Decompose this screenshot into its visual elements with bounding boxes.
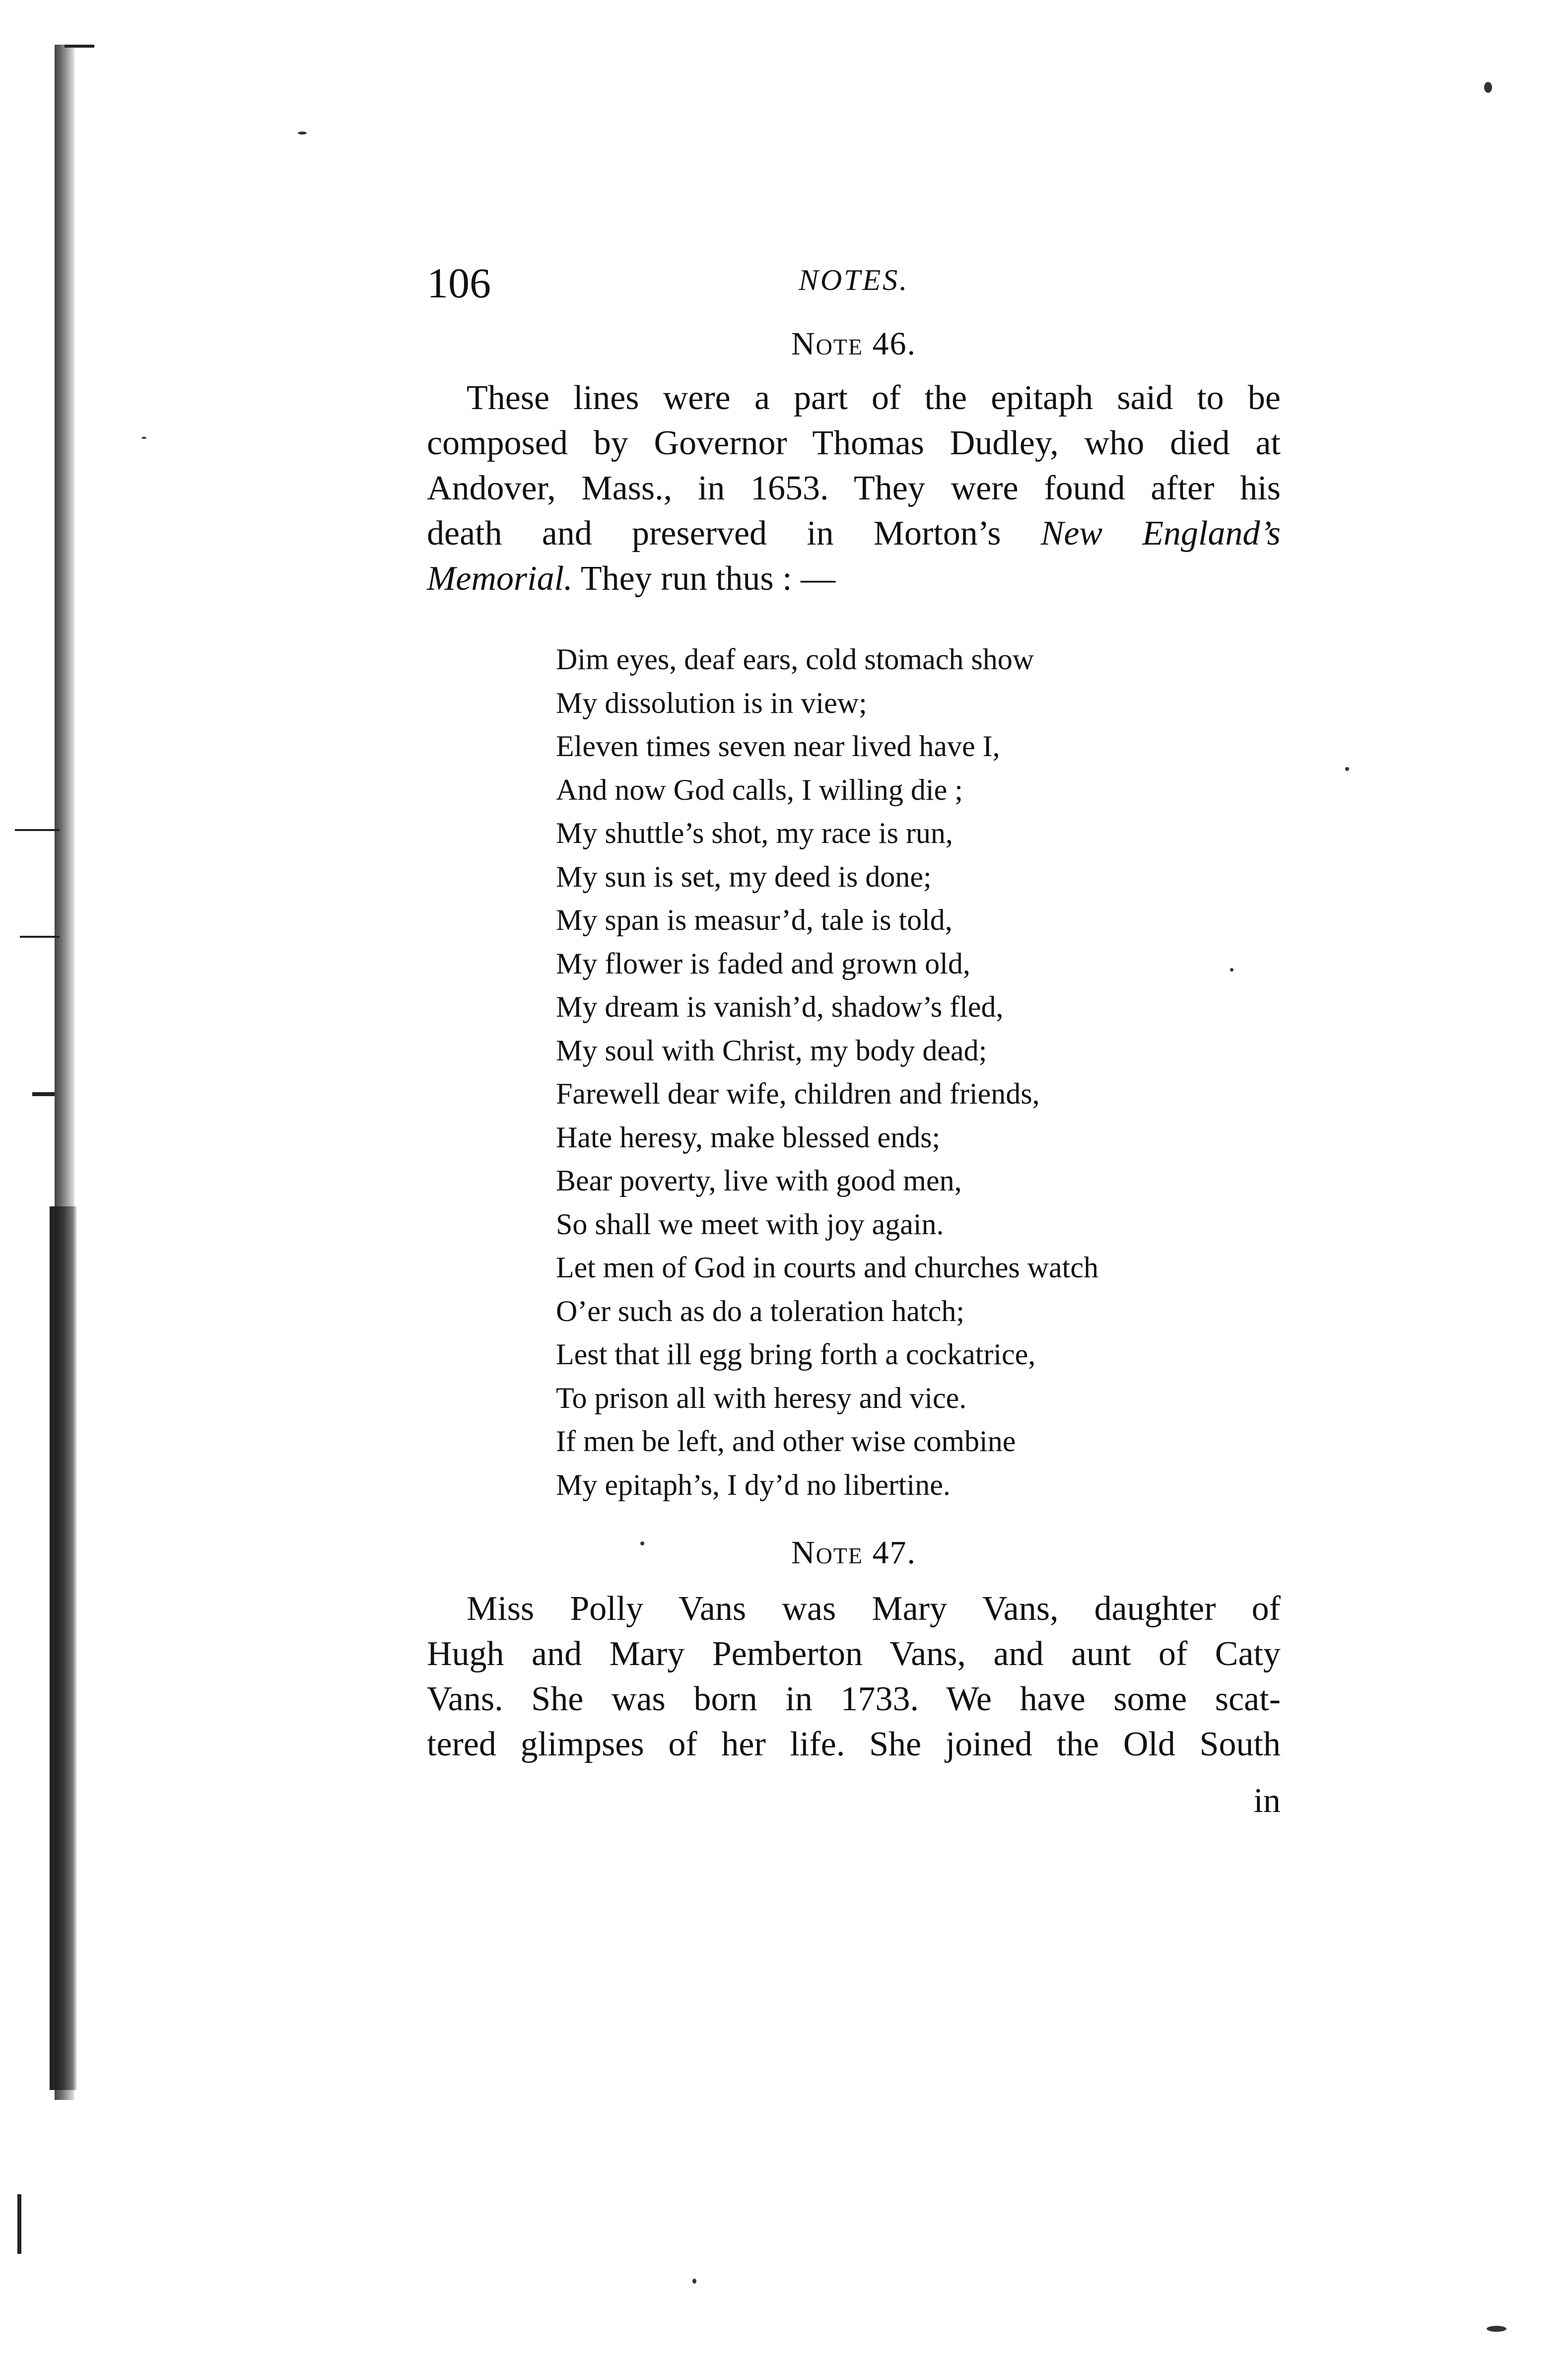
poem-line: To prison all with heresy and vice. bbox=[556, 1381, 967, 1414]
binding-shadow-dark bbox=[50, 1206, 77, 2090]
poem-line: My epitaph’s, I dy’d no libertine. bbox=[556, 1468, 951, 1501]
poem-line: My flower is faded and grown old, bbox=[556, 947, 970, 980]
poem-line: My dream is vanish’d, shadow’s fled, bbox=[556, 990, 1004, 1023]
paragraph-line: tered glimpses of her life. She joined the Old South bbox=[427, 1725, 1281, 1763]
paragraph-text: death and preserved in Morton’s bbox=[427, 514, 1041, 553]
poem-line: My dissolution is in view; bbox=[556, 686, 867, 719]
paragraph-line: Vans. She was born in 1733. We have some scat- bbox=[427, 1680, 1281, 1718]
poem-line: My shuttle’s shot, my race is run, bbox=[556, 817, 953, 849]
poem-line: Eleven times seven near lived have I, bbox=[556, 730, 1000, 763]
poem-line: O’er such as do a toleration hatch; bbox=[556, 1294, 965, 1327]
poem-line: If men be left, and other wise combine bbox=[556, 1425, 1016, 1458]
poem-line: Let men of God in courts and churches watch bbox=[556, 1251, 1098, 1284]
book-title: New England’s bbox=[1040, 514, 1281, 553]
scan-speck bbox=[298, 132, 307, 135]
scan-speck bbox=[1484, 82, 1492, 93]
running-head: NOTES. bbox=[798, 264, 909, 296]
page-header bbox=[427, 258, 1281, 313]
book-title: Memorial. bbox=[427, 559, 573, 598]
catchword: in bbox=[1253, 1782, 1281, 1820]
poem-line: And now God calls, I willing die ; bbox=[556, 773, 963, 806]
poem-line: My span is measur’d, tale is told, bbox=[556, 904, 953, 936]
scan-speck bbox=[1345, 767, 1349, 771]
scan-mark bbox=[17, 2194, 21, 2254]
poem-line: Hate heresy, make blessed ends; bbox=[556, 1120, 941, 1154]
note-47-paragraph bbox=[427, 1586, 1281, 1767]
poem-line: Dim eyes, deaf ears, cold stomach show bbox=[556, 643, 1034, 676]
scan-mark bbox=[20, 936, 60, 938]
paragraph-line: Miss Polly Vans was Mary Vans, daughter of bbox=[467, 1590, 1281, 1628]
poem-line: My sun is set, my deed is done; bbox=[556, 860, 932, 893]
paragraph-line bbox=[427, 511, 1281, 556]
paragraph-line: Andover, Mass., in 1653. They were found after his bbox=[427, 469, 1281, 507]
paragraph-line: composed by Governor Thomas Dudley, who died at bbox=[427, 424, 1281, 462]
poem-line: So shall we meet with joy again. bbox=[556, 1207, 944, 1241]
page-number: 106 bbox=[427, 259, 491, 307]
scan-mark bbox=[15, 829, 60, 831]
poem-line: Bear poverty, live with good men, bbox=[556, 1164, 962, 1197]
scan-mark bbox=[32, 1092, 55, 1096]
paragraph-line bbox=[427, 556, 1281, 601]
note-47-heading: Note 47. bbox=[791, 1534, 917, 1571]
poem-line: My soul with Christ, my body dead; bbox=[556, 1034, 987, 1067]
scan-speck bbox=[1487, 2326, 1506, 2332]
scan-speck bbox=[141, 437, 146, 439]
paragraph-line: Hugh and Mary Pemberton Vans, and aunt of Caty bbox=[427, 1635, 1281, 1673]
paragraph-text: They run thus : — bbox=[572, 559, 836, 598]
note-46-heading: Note 46. bbox=[791, 326, 917, 362]
poem-line: Farewell dear wife, children and friends, bbox=[556, 1077, 1040, 1110]
note-46-paragraph bbox=[427, 375, 1281, 601]
scan-mark bbox=[65, 45, 94, 48]
scan-speck bbox=[692, 2279, 696, 2284]
poem-line: Lest that ill egg bring forth a cockatrice, bbox=[556, 1338, 1036, 1371]
epitaph-poem bbox=[556, 638, 1271, 1507]
paragraph-line: These lines were a part of the epitaph said to be bbox=[467, 379, 1281, 417]
